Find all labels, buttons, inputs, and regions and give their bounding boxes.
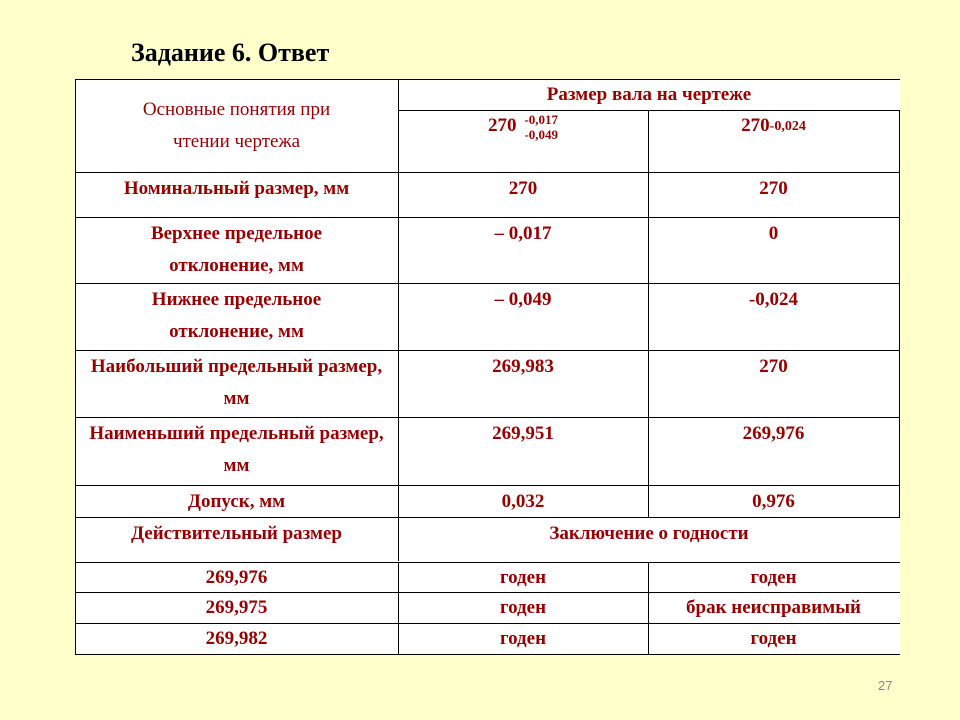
answer-table — [75, 79, 900, 655]
conclusion-header: Заключение о годности — [549, 523, 749, 544]
dimension-1-lower-deviation: -0,049 — [524, 127, 559, 142]
dimension-1-deviations — [524, 112, 558, 142]
dimension-1-upper-deviation: -0,017 — [524, 112, 559, 127]
result-size: 269,982 — [205, 628, 268, 649]
row-label: Верхнее предельное отклонение, мм — [150, 223, 323, 276]
row-value-1: 0,032 — [501, 490, 545, 512]
header-shaft-size: Размер вала на чертеже — [546, 83, 752, 105]
header-dimension-2 — [648, 110, 899, 172]
row-value-1: – 0,017 — [494, 223, 552, 244]
row-label: Наибольший предельный размер, мм — [90, 356, 383, 409]
row-value-2: 0 — [768, 223, 779, 244]
header-dimension-1 — [398, 110, 648, 172]
row-label: Наименьший предельный размер, мм — [89, 423, 384, 476]
row-label: Нижнее предельное отклонение, мм — [151, 289, 322, 342]
dimension-2-nominal: 270 — [741, 115, 770, 136]
row-label: Допуск, мм — [187, 490, 286, 512]
slide-title: Задание 6. Ответ — [131, 38, 330, 67]
actual-size-header: Действительный размер — [131, 523, 342, 544]
result-verdict-2: брак неисправимый — [686, 597, 861, 618]
row-value-1: 269,951 — [492, 423, 554, 444]
result-verdict-1: годен — [499, 566, 547, 588]
row-value-2: 269,976 — [742, 423, 805, 444]
result-size: 269,976 — [205, 566, 268, 588]
row-value-1: 270 — [508, 178, 538, 199]
row-label: Номинальный размер, мм — [123, 178, 350, 199]
result-size: 269,975 — [205, 597, 268, 618]
row-value-2: 270 — [759, 178, 788, 199]
row-value-1: – 0,049 — [494, 289, 552, 310]
header-concepts: Основные понятия при чтении чертежа — [142, 98, 331, 152]
dimension-1-nominal: 270 — [487, 115, 517, 136]
result-verdict-2: годен — [750, 628, 797, 649]
row-value-1: 269,983 — [492, 356, 554, 377]
page-number: 27 — [878, 678, 893, 693]
row-value-2: 270 — [759, 356, 788, 377]
row-value-2: -0,024 — [748, 289, 799, 310]
row-value-2: 0,976 — [752, 490, 795, 512]
result-verdict-1: годен — [499, 597, 547, 618]
result-verdict-2: годен — [750, 566, 797, 588]
dimension-2-deviation: -0,024 — [769, 119, 806, 134]
result-verdict-1: годен — [499, 628, 547, 649]
